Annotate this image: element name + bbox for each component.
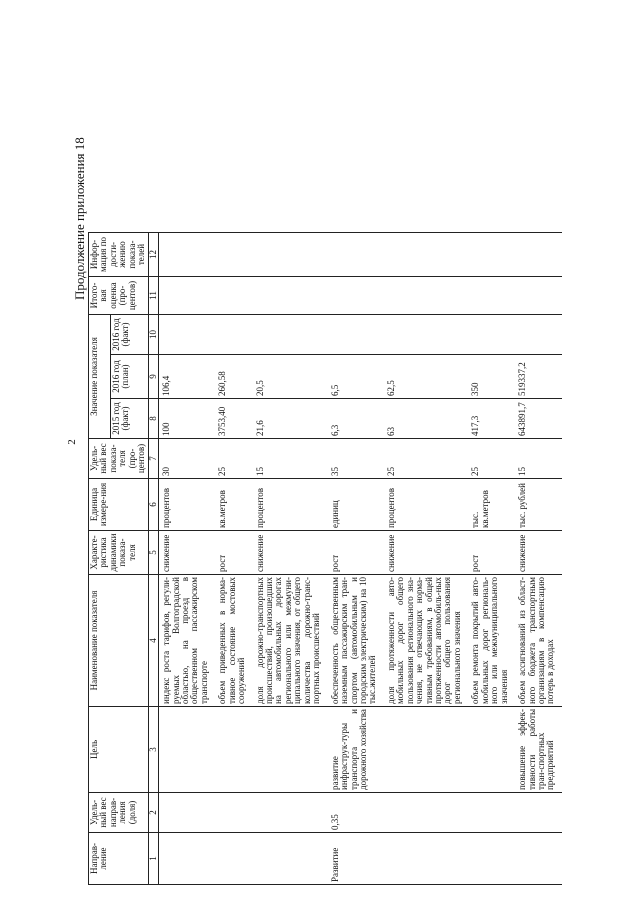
header-2016-fact: 2016 год (факт) bbox=[110, 315, 148, 355]
final-score-cell bbox=[468, 277, 515, 315]
value-2015-fact-cell: 21,6 bbox=[253, 399, 328, 439]
value-2016-plan-cell: 519337,2 bbox=[515, 355, 562, 399]
table-body bbox=[159, 233, 562, 885]
info-cell bbox=[515, 233, 562, 277]
indicator-weight-cell: 25 bbox=[468, 439, 515, 479]
indicator-weight-cell: 30 bbox=[159, 439, 216, 479]
dynamics-cell: снижение bbox=[515, 531, 562, 575]
table-row bbox=[215, 233, 252, 885]
info-cell bbox=[328, 233, 384, 277]
unit-cell: тыс. кв.метров bbox=[468, 479, 515, 531]
dynamics-cell: снижение bbox=[253, 531, 328, 575]
column-number: 11 bbox=[148, 277, 158, 315]
info-cell bbox=[468, 233, 515, 277]
indicator-name-cell: объем ассигнований из област-ного бюджета транспортным организациям в компенсацию потерь в доходах bbox=[515, 575, 562, 707]
column-number: 12 bbox=[148, 233, 158, 277]
final-score-cell bbox=[384, 277, 469, 315]
goal-cell: повышение эффек-тивности работы тран-спортных предприятий bbox=[515, 707, 562, 793]
unit-cell: единиц bbox=[328, 479, 384, 531]
direction-weight-cell bbox=[253, 793, 328, 833]
final-score-cell bbox=[328, 277, 384, 315]
value-2016-fact-cell bbox=[468, 315, 515, 355]
indicator-weight-cell: 15 bbox=[253, 439, 328, 479]
indicator-weight-cell: 25 bbox=[384, 439, 469, 479]
column-number: 7 bbox=[148, 439, 158, 479]
column-number: 5 bbox=[148, 531, 158, 575]
final-score-cell bbox=[253, 277, 328, 315]
value-2016-fact-cell bbox=[215, 315, 252, 355]
header-2016-plan: 2016 год (план) bbox=[110, 355, 148, 399]
info-cell bbox=[215, 233, 252, 277]
column-number: 3 bbox=[148, 707, 158, 793]
header-weight-direction: Удель-ный вес направ-ления (доля) bbox=[89, 793, 149, 833]
goal-cell bbox=[253, 707, 328, 793]
indicator-name-cell: обеспеченность общественным наземным пассажирским тран-спортом (автомобильным и городским электрическим) на 10 тыс.жителей bbox=[328, 575, 384, 707]
value-2016-plan-cell: 6,5 bbox=[328, 355, 384, 399]
direction-weight-cell bbox=[159, 793, 216, 833]
dynamics-cell: рост bbox=[328, 531, 384, 575]
value-2016-plan-cell: 106,4 bbox=[159, 355, 216, 399]
dynamics-cell: снижение bbox=[384, 531, 469, 575]
direction-cell bbox=[253, 833, 328, 885]
header-2015-fact: 2015 год (факт) bbox=[110, 399, 148, 439]
value-2016-plan-cell: 62,5 bbox=[384, 355, 469, 399]
goal-cell bbox=[215, 707, 252, 793]
direction-cell bbox=[159, 833, 216, 885]
value-2016-plan-cell: 20,5 bbox=[253, 355, 328, 399]
goal-cell bbox=[159, 707, 216, 793]
column-number: 2 bbox=[148, 793, 158, 833]
indicator-weight-cell: 35 bbox=[328, 439, 384, 479]
unit-cell: процентов bbox=[253, 479, 328, 531]
direction-cell bbox=[515, 833, 562, 885]
header-row-1 bbox=[89, 233, 111, 885]
goal-cell: развитие инфраструк-туры транспорта и дорожного хозяйства bbox=[328, 707, 384, 793]
column-number-row bbox=[148, 233, 158, 885]
value-2015-fact-cell: 63 bbox=[384, 399, 469, 439]
value-2016-fact-cell bbox=[515, 315, 562, 355]
table-row bbox=[384, 233, 469, 885]
direction-cell bbox=[468, 833, 515, 885]
info-cell bbox=[159, 233, 216, 277]
indicator-weight-cell: 25 bbox=[215, 439, 252, 479]
direction-weight-cell bbox=[215, 793, 252, 833]
header-direction: Направ-ление bbox=[89, 833, 149, 885]
direction-cell bbox=[215, 833, 252, 885]
final-score-cell bbox=[159, 277, 216, 315]
table-row bbox=[328, 233, 384, 885]
unit-cell: процентов bbox=[384, 479, 469, 531]
value-2016-fact-cell bbox=[384, 315, 469, 355]
direction-weight-cell bbox=[384, 793, 469, 833]
value-2015-fact-cell: 100 bbox=[159, 399, 216, 439]
column-number: 10 bbox=[148, 315, 158, 355]
direction-weight-cell: 0,35 bbox=[328, 793, 384, 833]
header-goal: Цель bbox=[89, 707, 149, 793]
header-indicator-name: Наименование показателя bbox=[89, 575, 149, 707]
value-2015-fact-cell: 6,3 bbox=[328, 399, 384, 439]
value-2016-fact-cell bbox=[328, 315, 384, 355]
header-value-group: Значение показателя bbox=[89, 315, 111, 439]
indicator-name-cell: доля дорожно-транспортных происшествий, произошедших на автомобильных дорогах регионального или межмуни-ципального значения, от общего количества дорожно-транс-портных происшествий bbox=[253, 575, 328, 707]
header-final-score: Итого-вая оценка (про-центов) bbox=[89, 277, 149, 315]
unit-cell: процентов bbox=[159, 479, 216, 531]
unit-cell: тыс. рублей bbox=[515, 479, 562, 531]
column-number: 6 bbox=[148, 479, 158, 531]
value-2016-plan-cell: 260,58 bbox=[215, 355, 252, 399]
value-2016-fact-cell bbox=[253, 315, 328, 355]
value-2015-fact-cell: 643891,7 bbox=[515, 399, 562, 439]
direction-weight-cell bbox=[468, 793, 515, 833]
unit-cell: кв.метров bbox=[215, 479, 252, 531]
indicator-name-cell: объем ремонта покрытий авто-мобильных дорог региональ-ного или межмуниципального значения bbox=[468, 575, 515, 707]
column-number: 8 bbox=[148, 399, 158, 439]
page-number: 2 bbox=[66, 439, 78, 445]
header-unit: Единица измере-ния bbox=[89, 479, 149, 531]
goal-cell bbox=[384, 707, 469, 793]
column-number: 1 bbox=[148, 833, 158, 885]
value-2016-fact-cell bbox=[159, 315, 216, 355]
table-row bbox=[253, 233, 328, 885]
direction-cell: Развитие bbox=[328, 833, 384, 885]
header-info: Инфор-мация по дости-жению показа-телей bbox=[89, 233, 149, 277]
dynamics-cell: рост bbox=[468, 531, 515, 575]
direction-cell bbox=[384, 833, 469, 885]
indicator-name-cell: индекс роста тарифов, регули-руемых Волгоградской областью, на проезд в общественном пассажирском транспорте bbox=[159, 575, 216, 707]
dynamics-cell: рост bbox=[215, 531, 252, 575]
value-2015-fact-cell: 3753,40 bbox=[215, 399, 252, 439]
info-cell bbox=[253, 233, 328, 277]
table-row bbox=[515, 233, 562, 885]
final-score-cell bbox=[215, 277, 252, 315]
indicator-name-cell: объем приведенных в норма-тивное состояние мостовых сооружений bbox=[215, 575, 252, 707]
table-row bbox=[159, 233, 216, 885]
value-2015-fact-cell: 417,3 bbox=[468, 399, 515, 439]
header-dynamics: Характе-ристика динамики показа-теля bbox=[89, 531, 149, 575]
indicators-table bbox=[88, 232, 562, 885]
goal-cell bbox=[468, 707, 515, 793]
direction-weight-cell bbox=[515, 793, 562, 833]
header-weight-indicator: Удель-ный вес показа-теля (про-центов) bbox=[89, 439, 149, 479]
table-row bbox=[468, 233, 515, 885]
column-number: 9 bbox=[148, 355, 158, 399]
final-score-cell bbox=[515, 277, 562, 315]
indicator-weight-cell: 15 bbox=[515, 439, 562, 479]
dynamics-cell: снижение bbox=[159, 531, 216, 575]
indicator-name-cell: доля протяженности авто-мобильных дорог общего пользования регионального зна-чения, не отвечающих норма-тивным требованиям, в общей протяженности автомобиль-ных дорог общего пользования регионального значения bbox=[384, 575, 469, 707]
value-2016-plan-cell: 350 bbox=[468, 355, 515, 399]
info-cell bbox=[384, 233, 469, 277]
appendix-caption: Продолжение приложения 18 bbox=[72, 137, 87, 300]
column-number: 4 bbox=[148, 575, 158, 707]
